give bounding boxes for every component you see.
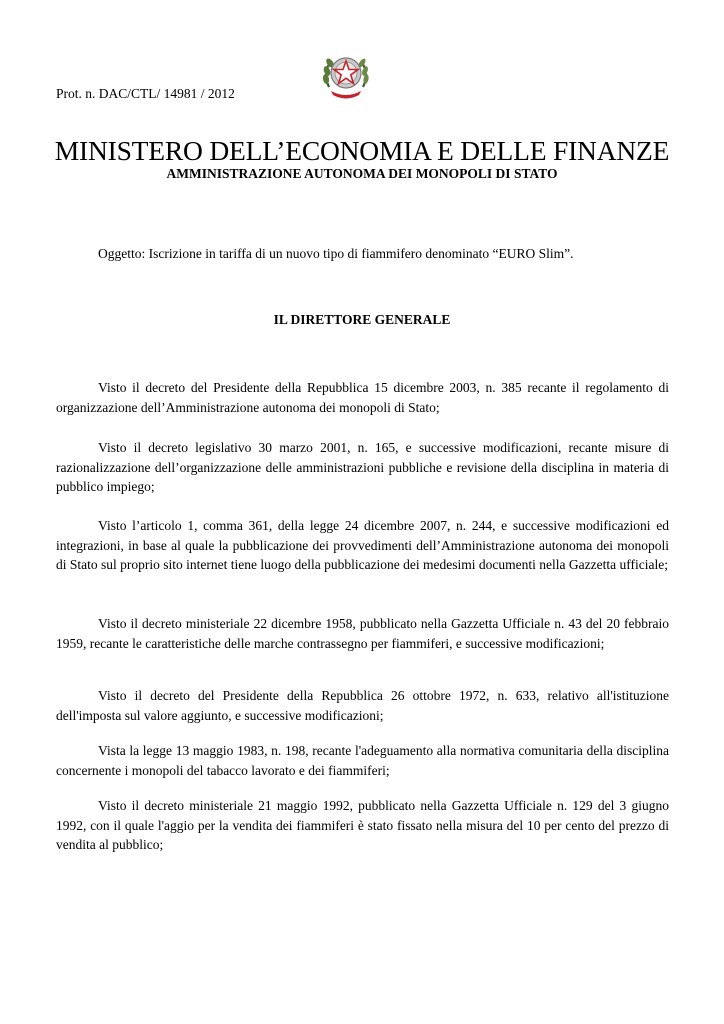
issuer-heading: IL DIRETTORE GENERALE	[273, 312, 451, 327]
subject-line: Oggetto: Iscrizione in tariffa di un nuovo tipo di fiammifero denominato “EURO Slim”.	[98, 246, 574, 261]
recital-paragraph: Visto il decreto ministeriale 22 dicembre 1958, pubblicato nella Gazzetta Ufficiale n. 43 del 20 febbraio 1959, recante le caratteristiche delle marche contrassegno per fiammiferi, e successive modificazioni;	[56, 616, 669, 651]
agency-subtitle: AMMINISTRAZIONE AUTONOMA DEI MONOPOLI DI STATO	[166, 166, 558, 181]
italian-republic-emblem-icon	[319, 47, 373, 101]
protocol-number: Prot. n. DAC/CTL/ 14981 / 2012	[56, 86, 235, 101]
recital-paragraph: Visto il decreto legislativo 30 marzo 2001, n. 165, e successive modificazioni, recante misure di razionalizzazione dell’organizzazione delle amministrazioni pubbliche e revisione della disciplina in materia di pubblico impiego;	[56, 440, 669, 494]
recital-paragraph: Visto l’articolo 1, comma 361, della legge 24 dicembre 2007, n. 244, e successive modificazioni ed integrazioni, in base al quale la pubblicazione dei provvedimenti dell’Amministrazione autonoma dei monopoli di Stato sul proprio sito internet tiene luogo della pubblicazione dei medesimi documenti nella Gazzetta ufficiale;	[56, 518, 669, 572]
ministry-title: MINISTERO DELL’ECONOMIA E DELLE FINANZE	[54, 135, 670, 166]
recital-paragraph: Visto il decreto del Presidente della Repubblica 15 dicembre 2003, n. 385 recante il regolamento di organizzazione dell’Amministrazione autonoma dei monopoli di Stato;	[56, 380, 669, 415]
recital-paragraph: Vista la legge 13 maggio 1983, n. 198, recante l'adeguamento alla normativa comunitaria della disciplina concernente i monopoli del tabacco lavorato e dei fiammiferi;	[56, 743, 669, 778]
recital-paragraph: Visto il decreto ministeriale 21 maggio 1992, pubblicato nella Gazzetta Ufficiale n. 129 del 3 giugno 1992, con il quale l'aggio per la vendita dei fiammiferi è stato fissato nella misura del 10 per cento del prezzo di vendita al pubblico;	[56, 798, 669, 852]
recital-paragraph: Visto il decreto del Presidente della Repubblica 26 ottobre 1972, n. 633, relativo all'istituzione dell'imposta sul valore aggiunto, e successive modificazioni;	[56, 688, 669, 723]
